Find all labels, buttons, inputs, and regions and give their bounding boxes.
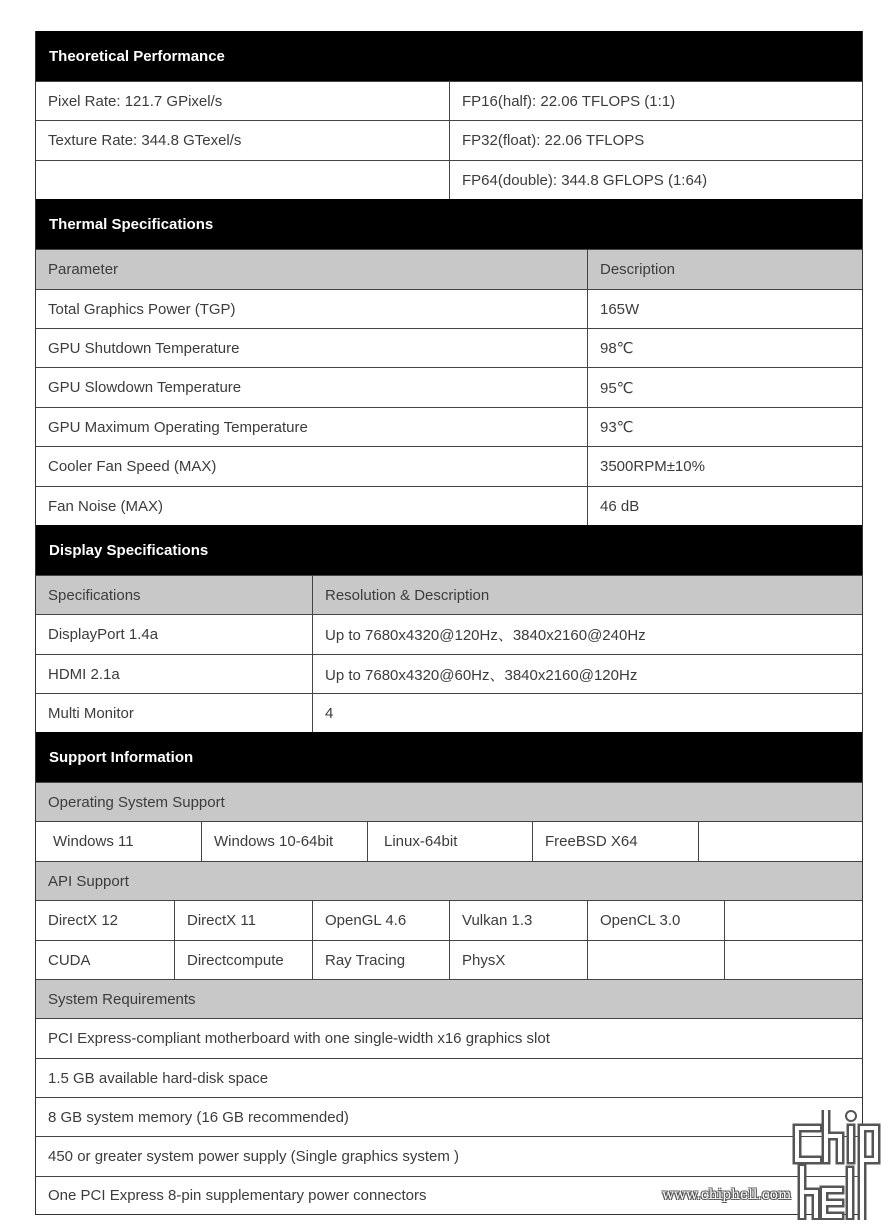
spec-sheet <box>35 31 863 1215</box>
column-header-row <box>36 575 862 614</box>
api-cell: Ray Tracing <box>312 941 449 979</box>
table-cell: 4 <box>312 694 862 732</box>
subsection-label: Operating System Support <box>48 793 225 811</box>
api-cell: CUDA <box>48 951 91 969</box>
requirement-text: 450 or greater system power supply (Single graphics system ) <box>48 1148 460 1165</box>
table-row <box>36 407 862 446</box>
table-cell: Fan Noise (MAX) <box>48 497 164 515</box>
section-header-support <box>36 732 862 782</box>
table-cell: DisplayPort 1.4a <box>48 626 159 643</box>
table-cell: 165W <box>587 290 862 328</box>
api-cell: Vulkan 1.3 <box>449 901 587 940</box>
table-row <box>36 446 862 486</box>
os-cell: Windows 10-64bit <box>201 822 367 861</box>
api-cell: Directcompute <box>174 941 312 979</box>
table-cell <box>36 161 449 199</box>
table-cell: HDMI 2.1a <box>48 665 120 683</box>
api-cell: OpenGL 4.6 <box>312 901 449 940</box>
section-title: Thermal Specifications <box>49 215 214 233</box>
subsection-label: API Support <box>48 872 129 890</box>
table-cell: 46 dB <box>587 487 862 525</box>
table-cell: 98℃ <box>587 329 862 367</box>
watermark-url: www.chiphell.com <box>662 1187 792 1203</box>
table-cell: GPU Maximum Operating Temperature <box>48 418 308 436</box>
table-row <box>36 614 862 654</box>
column-header: Description <box>587 250 862 289</box>
requirement-row <box>36 1136 862 1176</box>
column-header: Specifications <box>48 586 141 604</box>
table-cell: 3500RPM±10% <box>587 447 862 486</box>
table-cell: FP32(float): 22.06 TFLOPS <box>449 121 862 160</box>
table-cell: Pixel Rate: 121.7 GPixel/s <box>48 92 223 110</box>
table-cell: Up to 7680x4320@120Hz、3840x2160@240Hz <box>312 615 862 654</box>
requirement-text: 1.5 GB available hard-disk space <box>48 1069 269 1087</box>
api-cell: DirectX 12 <box>48 912 119 929</box>
api-cell <box>724 941 862 979</box>
requirement-row <box>36 1176 862 1214</box>
table-row <box>36 81 862 120</box>
table-cell: FP64(double): 344.8 GFLOPS (1:64) <box>449 161 862 199</box>
table-row <box>36 693 862 732</box>
table-row <box>36 486 862 525</box>
os-cell <box>698 822 862 861</box>
table-cell: Cooler Fan Speed (MAX) <box>48 458 217 475</box>
requirement-text: 8 GB system memory (16 GB recommended) <box>48 1108 349 1126</box>
table-row <box>36 160 862 199</box>
table-row <box>36 654 862 693</box>
os-cell: Windows 11 <box>53 833 134 850</box>
section-header-display <box>36 525 862 575</box>
table-row <box>36 367 862 407</box>
table-cell: GPU Shutdown Temperature <box>48 339 240 357</box>
api-cell: PhysX <box>449 941 587 979</box>
os-row <box>36 821 862 861</box>
os-cell: Linux-64bit <box>367 822 532 861</box>
api-cell: OpenCL 3.0 <box>587 901 724 940</box>
api-row <box>36 940 862 979</box>
subsection-api-support <box>36 861 862 900</box>
column-header: Resolution & Description <box>312 576 862 614</box>
table-cell: 95℃ <box>587 368 862 407</box>
table-cell: FP16(half): 22.06 TFLOPS (1:1) <box>449 82 862 120</box>
subsection-os-support <box>36 782 862 821</box>
requirement-row <box>36 1097 862 1136</box>
section-header-thermal <box>36 199 862 249</box>
column-header: Parameter <box>48 261 119 278</box>
requirement-row <box>36 1018 862 1058</box>
api-cell <box>724 901 862 940</box>
requirement-text: One PCI Express 8-pin supplementary power connectors <box>48 1187 427 1204</box>
requirement-row <box>36 1058 862 1097</box>
table-row <box>36 289 862 328</box>
section-title: Display Specifications <box>49 541 209 559</box>
api-cell: DirectX 11 <box>174 901 312 940</box>
api-cell <box>587 941 724 979</box>
table-cell: Up to 7680x4320@60Hz、3840x2160@120Hz <box>312 655 862 693</box>
table-cell: Multi Monitor <box>48 704 134 722</box>
column-header-row <box>36 249 862 289</box>
section-title: Support Information <box>49 748 194 766</box>
os-cell: FreeBSD X64 <box>532 822 698 861</box>
table-cell: Total Graphics Power (TGP) <box>48 300 236 318</box>
subsection-system-requirements <box>36 979 862 1018</box>
table-cell: Texture Rate: 344.8 GTexel/s <box>48 132 242 149</box>
requirement-text: PCI Express-compliant motherboard with one single-width x16 graphics slot <box>48 1030 550 1047</box>
table-row <box>36 328 862 367</box>
section-header-theoretical <box>36 31 862 81</box>
table-cell: 93℃ <box>587 408 862 446</box>
table-cell: GPU Slowdown Temperature <box>48 379 242 396</box>
api-row <box>36 900 862 940</box>
table-row <box>36 120 862 160</box>
subsection-label: System Requirements <box>48 990 196 1008</box>
section-title: Theoretical Performance <box>49 47 225 65</box>
